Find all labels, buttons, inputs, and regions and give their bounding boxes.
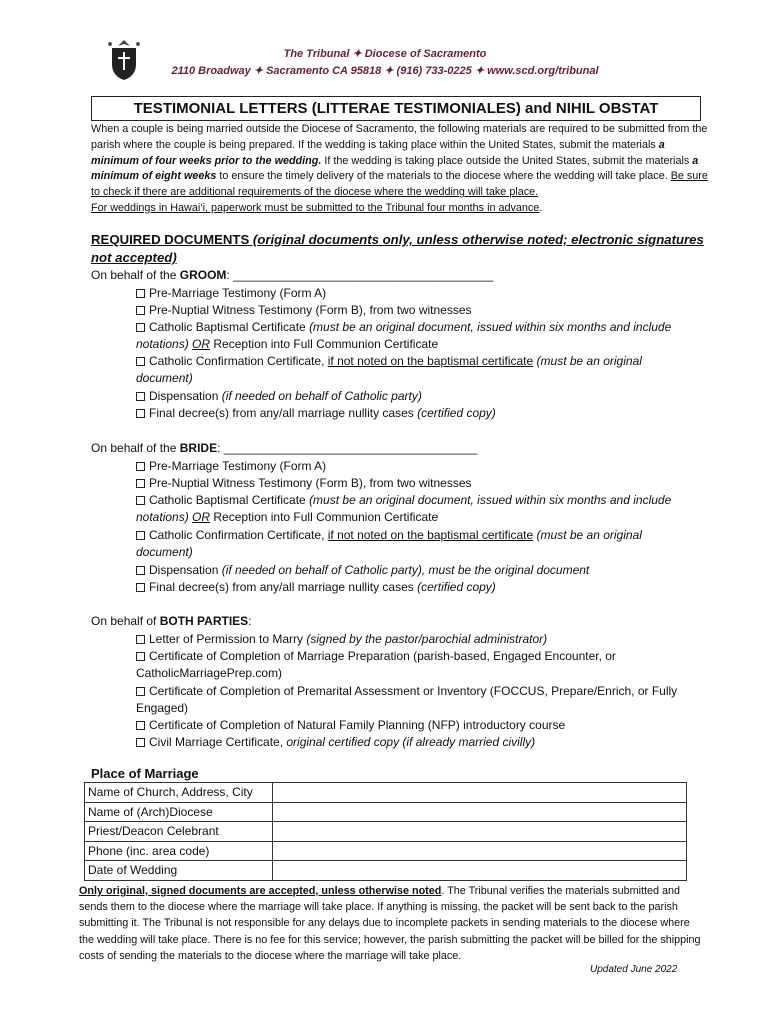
item-text: Catholic Confirmation Certificate,	[149, 528, 328, 542]
bride-prefix: On behalf of the	[91, 441, 180, 455]
checkbox-icon[interactable]	[136, 687, 145, 696]
intro-hawaii-note: For weddings in Hawai‘i, paperwork must be submitted to the Tribunal four months in advance	[91, 201, 540, 214]
item-text: Pre-Nuptial Witness Testimony (Form B), from two witnesses	[149, 303, 472, 317]
bride-item-baptismal[interactable]	[136, 492, 696, 527]
bride-section-label	[91, 441, 477, 455]
table-row	[85, 822, 687, 842]
item-text: Final decree(s) from any/all marriage nullity cases	[149, 580, 418, 594]
item-text-2: Reception into Full Communion Certificate	[210, 510, 439, 525]
checkbox-icon[interactable]	[136, 496, 145, 505]
phone-field[interactable]	[273, 841, 687, 861]
groom-item-form-a[interactable]	[136, 285, 696, 302]
bride-label: BRIDE	[179, 441, 218, 455]
item-text: Final decree(s) from any/all marriage nullity cases	[149, 406, 418, 420]
groom-prefix: On behalf of the	[91, 268, 180, 282]
row-label: Name of Church, Address, City	[85, 783, 273, 803]
checkbox-icon[interactable]	[136, 635, 145, 644]
item-text-2: Reception into Full Communion Certificate	[210, 337, 439, 352]
place-of-marriage-table	[84, 782, 687, 881]
document-title: TESTIMONIAL LETTERS (LITTERAE TESTIMONIALES) and NIHIL OBSTAT	[91, 96, 701, 121]
item-text: Certificate of Completion of Premarital Assessment or Inventory (FOCCUS, Prepare/Enrich, or Fully Engaged)	[136, 684, 678, 716]
item-note: (certified copy)	[417, 580, 496, 594]
item-text: Pre-Marriage Testimony (Form A)	[149, 286, 327, 300]
row-label: Name of (Arch)Diocese	[85, 802, 273, 822]
checkbox-icon[interactable]	[136, 357, 145, 366]
both-colon: :	[248, 614, 252, 628]
bride-item-dispensation[interactable]	[136, 562, 696, 579]
item-text: Pre-Marriage Testimony (Form A)	[149, 459, 327, 473]
intro-paragraph	[91, 122, 713, 217]
intro-text-1: When a couple is being married outside the Diocese of Sacramento, the following materials are required to be submitted from the parish where the couple is being prepared. If the wedding is taking place within the United States, submit the materials	[91, 123, 708, 151]
item-note: (must be an original document)	[136, 528, 642, 560]
intro-deadline-us: a minimum of four weeks prior to the wedding.	[91, 138, 665, 167]
item-note: (if needed on behalf of Catholic party)	[221, 389, 422, 403]
row-label: Phone (inc. area code)	[85, 841, 273, 861]
checkbox-icon[interactable]	[136, 583, 145, 592]
footer-paragraph	[79, 883, 701, 964]
item-text: Catholic Baptismal Certificate	[149, 320, 310, 334]
both-item-marriage-prep[interactable]	[136, 648, 696, 683]
groom-item-baptismal[interactable]	[136, 319, 696, 354]
item-text: Civil Marriage Certificate,	[149, 735, 287, 749]
groom-item-form-b[interactable]	[136, 302, 696, 319]
item-text: Certificate of Completion of Marriage Preparation (parish-based, Engaged Encounter, or CatholicMarriagePrep.com)	[136, 649, 616, 681]
item-note: (must be an original document)	[136, 354, 642, 386]
celebrant-field[interactable]	[273, 822, 687, 842]
groom-name-field[interactable]: : _______________________________________	[226, 268, 494, 282]
item-text: Dispensation	[149, 389, 222, 403]
place-of-marriage-heading: Place of Marriage	[91, 766, 199, 781]
bride-item-form-b[interactable]	[136, 475, 696, 492]
table-row	[85, 841, 687, 861]
item-or: OR	[192, 337, 211, 352]
item-or: OR	[192, 510, 211, 525]
item-text: Catholic Baptismal Certificate	[149, 493, 310, 507]
both-item-nfp[interactable]	[136, 717, 696, 734]
wedding-date-field[interactable]	[273, 861, 687, 881]
row-label: Priest/Deacon Celebrant	[85, 822, 273, 842]
required-documents-heading	[91, 231, 713, 267]
groom-section-label	[91, 268, 493, 282]
intro-text-3: to ensure the timely delivery of the materials to the diocese where the wedding will take place.	[216, 170, 671, 183]
bride-item-decree[interactable]	[136, 579, 696, 596]
groom-label: GROOM	[179, 268, 227, 282]
diocese-field[interactable]	[273, 802, 687, 822]
item-text: Catholic Confirmation Certificate,	[149, 354, 328, 368]
intro-text-2: If the wedding is taking place outside the United States, submit the materials	[321, 154, 693, 167]
checkbox-icon[interactable]	[136, 306, 145, 315]
bride-item-confirmation[interactable]	[136, 527, 696, 562]
item-note: (if needed on behalf of Catholic party), must be the original document	[221, 563, 590, 577]
checkbox-icon[interactable]	[136, 289, 145, 298]
item-note: (must be an original document, issued within six months and include notations)	[136, 320, 672, 352]
checkbox-icon[interactable]	[136, 531, 145, 540]
required-label: REQUIRED DOCUMENTS	[91, 232, 250, 247]
footer-text: . The Tribunal verifies the materials submitted and sends them to the diocese where the marriage will take place. If anything is missing, the packet will be sent back to the parish submitting it. The Tribunal is not responsible for any delays due to incomplete packets in sending materials to the diocese where the wedding will take place. There is no fee for this service; however, the parish submitting the packet will be billed for the shipping costs of sending the materials to the diocese where the marriage will take place.	[79, 885, 701, 962]
groom-item-decree[interactable]	[136, 405, 696, 422]
item-note: original certified copy (if already married civilly)	[286, 735, 536, 749]
item-condition: if not noted on the baptismal certificate	[327, 528, 534, 542]
table-row	[85, 783, 687, 803]
table-row	[85, 802, 687, 822]
bride-name-field[interactable]: : ______________________________________	[217, 441, 478, 455]
church-field[interactable]	[273, 783, 687, 803]
checkbox-icon[interactable]	[136, 566, 145, 575]
checkbox-icon[interactable]	[136, 392, 145, 401]
item-note: (certified copy)	[417, 406, 496, 420]
required-note: (original documents only, unless otherwise noted; electronic signatures not accepted)	[91, 232, 704, 265]
updated-date: Updated June 2022	[590, 964, 678, 975]
both-label: BOTH PARTIES	[159, 614, 249, 628]
checkbox-icon[interactable]	[136, 721, 145, 730]
item-note: (must be an original document, issued within six months and include notations)	[136, 493, 672, 525]
header-address: 2110 Broadway ✦ Sacramento CA 95818 ✦ (916) 733-0225 ✦ www.scd.org/tribunal	[171, 65, 599, 77]
bride-item-form-a[interactable]	[136, 458, 696, 475]
intro-end: .	[539, 201, 543, 214]
checkbox-icon[interactable]	[136, 409, 145, 418]
item-text: Certificate of Completion of Natural Family Planning (NFP) introductory course	[149, 718, 566, 732]
intro-deadline-intl: a minimum of eight weeks	[91, 154, 699, 183]
checkbox-icon[interactable]	[136, 652, 145, 661]
item-text: Letter of Permission to Marry	[149, 632, 307, 646]
item-text: Dispensation	[149, 563, 222, 577]
checkbox-icon[interactable]	[136, 462, 145, 471]
item-text: Pre-Nuptial Witness Testimony (Form B), from two witnesses	[149, 476, 472, 490]
groom-item-confirmation[interactable]	[136, 353, 696, 388]
groom-item-dispensation[interactable]	[136, 388, 696, 405]
intro-check-note: Be sure to check if there are additional requirements of the diocese where the wedding will take place.	[91, 170, 708, 199]
both-prefix: On behalf of	[91, 614, 160, 628]
both-item-inventory[interactable]	[136, 683, 696, 718]
item-condition: if not noted on the baptismal certificate	[327, 354, 534, 368]
table-row	[85, 861, 687, 881]
checkbox-icon[interactable]	[136, 738, 145, 747]
both-item-civil[interactable]	[136, 734, 696, 751]
checkbox-icon[interactable]	[136, 323, 145, 332]
both-item-permission[interactable]	[136, 631, 696, 648]
both-section-label	[91, 614, 252, 628]
row-label: Date of Wedding	[85, 861, 273, 881]
checkbox-icon[interactable]	[136, 479, 145, 488]
item-note: (signed by the pastor/parochial administrator)	[306, 632, 548, 646]
footer-bold: Only original, signed documents are accepted, unless otherwise noted	[79, 885, 442, 897]
header-title: The Tribunal ✦ Diocese of Sacramento	[283, 48, 487, 60]
